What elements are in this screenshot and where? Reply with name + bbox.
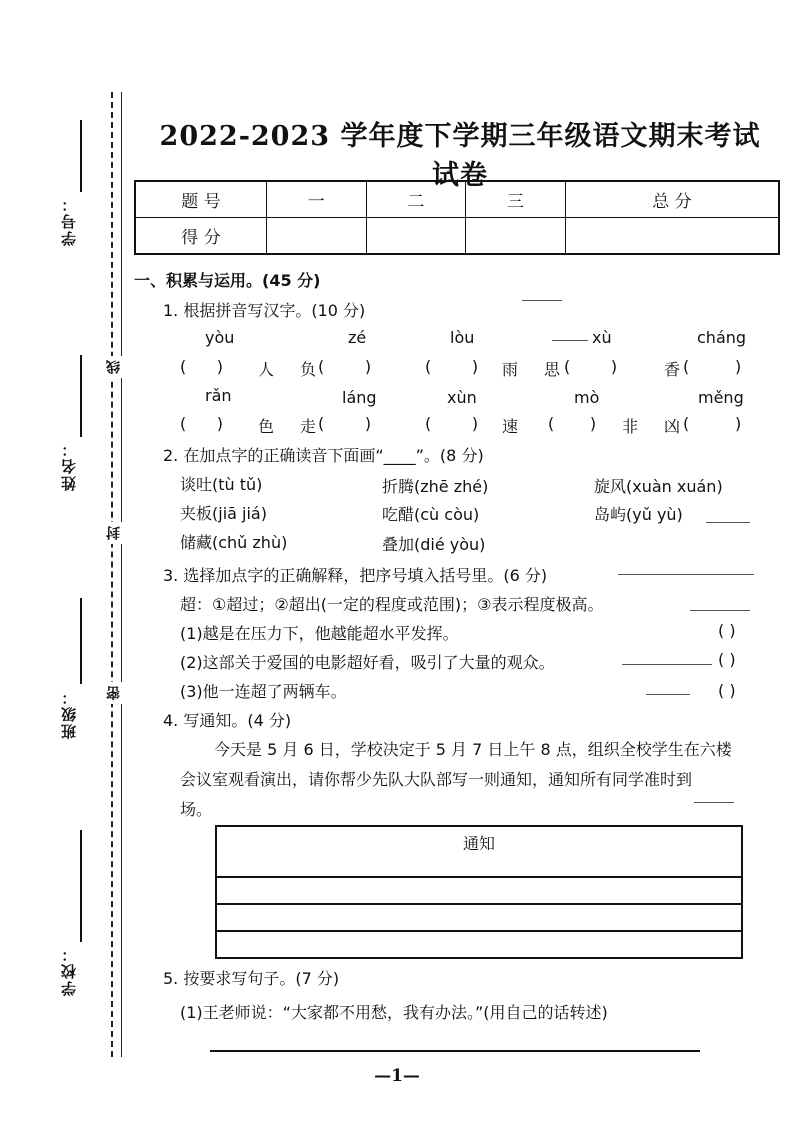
word-char: 人	[258, 360, 275, 379]
q3-item: (3)他一连超了两辆车。	[180, 682, 347, 701]
score-row-label: 得 分	[135, 218, 267, 255]
word-char: 负	[300, 360, 317, 379]
pinyin: lòu	[450, 328, 475, 347]
school-line[interactable]	[80, 830, 82, 942]
seal-char-feng: 封	[104, 522, 124, 544]
word-char: 思	[544, 360, 561, 379]
section1-heading: 一、积累与运用。(45 分)	[134, 271, 321, 290]
scan-mark	[690, 610, 750, 611]
score-header-cell: 总 分	[565, 181, 779, 218]
scan-mark	[552, 340, 588, 341]
q2-option[interactable]: 吃醋(cù còu)	[382, 505, 480, 524]
scan-mark	[646, 694, 690, 695]
q2-option[interactable]: 旋风(xuàn xuán)	[594, 477, 723, 496]
binding-solid-line	[121, 92, 122, 1057]
q4-passage-line: 会议室观看演出，请你帮少先队大队部写一则通知，通知所有同学准时到	[180, 770, 693, 789]
q4-passage-line: 今天是 5 月 6 日，学校决定于 5 月 7 日上午 8 点，组织全校学生在六楼	[214, 740, 732, 759]
name-label: 姓名：	[60, 440, 78, 491]
class-line[interactable]	[80, 598, 82, 684]
answer-paren[interactable]: ( )	[718, 621, 736, 640]
q4-prompt: 4. 写通知。(4 分)	[163, 711, 292, 730]
q2-option[interactable]: 叠加(dié yòu)	[382, 535, 486, 554]
score-cell[interactable]	[466, 218, 566, 255]
word-char: 非	[622, 417, 639, 436]
pinyin: rǎn	[205, 386, 232, 405]
score-header-cell: 二	[366, 181, 466, 218]
answer-paren[interactable]: ( )	[718, 650, 736, 669]
page-number: —1—	[374, 1066, 420, 1086]
q3-prompt: 3. 选择加点字的正确解释，把序号填入括号里。(6 分)	[163, 566, 548, 585]
q3-item: (2)这部关于爱国的电影超好看，吸引了大量的观众。	[180, 653, 555, 672]
pinyin: yòu	[205, 328, 235, 347]
blank-paren[interactable]: ( )	[683, 414, 742, 433]
blank-paren[interactable]: ( )	[548, 414, 597, 433]
scan-mark	[706, 522, 750, 523]
name-line[interactable]	[80, 355, 82, 437]
word-char: 雨	[502, 360, 519, 379]
class-label: 班级：	[60, 688, 78, 739]
pinyin: xù	[592, 328, 612, 347]
writing-line	[217, 930, 741, 932]
score-cell[interactable]	[366, 218, 466, 255]
blank-paren[interactable]: ( )	[180, 414, 223, 433]
student-number-label: 学号：	[60, 195, 78, 246]
pinyin: měng	[698, 388, 744, 407]
score-cell[interactable]	[267, 218, 367, 255]
q5-item: (1)王老师说：“大家都不用愁，我有办法。”(用自己的话转述)	[180, 1003, 608, 1022]
q2-option[interactable]: 岛屿(yǔ yù)	[594, 505, 683, 524]
notice-writing-box[interactable]	[215, 825, 743, 959]
score-table-header-row	[135, 181, 779, 218]
blank-paren[interactable]: ( )	[683, 357, 742, 376]
scan-mark	[694, 802, 734, 803]
q2-option[interactable]: 谈吐(tù tǔ)	[180, 475, 263, 494]
seal-char-mi: 密	[104, 682, 124, 704]
writing-line	[217, 876, 741, 878]
q3-definition: 超：①超过；②超出(一定的程度或范围)；③表示程度极高。	[180, 595, 604, 614]
footer-rule	[210, 1050, 700, 1052]
pinyin: zé	[348, 328, 367, 347]
blank-paren[interactable]: ( )	[564, 357, 618, 376]
blank-paren[interactable]: ( )	[425, 357, 479, 376]
pinyin: cháng	[697, 328, 747, 347]
word-char: 色	[258, 417, 275, 436]
q2-option[interactable]: 储藏(chǔ zhù)	[180, 533, 288, 552]
pinyin: mò	[574, 388, 600, 407]
blank-paren[interactable]: ( )	[180, 357, 223, 376]
blank-paren[interactable]: ( )	[318, 357, 372, 376]
word-char: 速	[502, 417, 519, 436]
score-header-cell: 三	[466, 181, 566, 218]
blank-paren[interactable]: ( )	[425, 414, 479, 433]
word-char: 香	[664, 360, 681, 379]
score-cell[interactable]	[565, 218, 779, 255]
pinyin: xùn	[447, 388, 477, 407]
blank-paren[interactable]: ( )	[318, 414, 372, 433]
exam-title: 2022-2023 学年度下学期三年级语文期末考试试卷	[159, 121, 761, 191]
writing-line	[217, 903, 741, 905]
student-number-line[interactable]	[80, 120, 82, 192]
q2-option[interactable]: 折腾(zhē zhé)	[382, 477, 489, 496]
q4-passage-line: 场。	[180, 800, 213, 819]
scan-mark	[622, 664, 712, 665]
q1-prompt: 1. 根据拼音写汉字。(10 分)	[163, 301, 366, 320]
binding-dashed-line	[111, 92, 113, 1057]
school-label: 学校：	[60, 945, 78, 996]
scan-mark	[618, 574, 754, 575]
pinyin: láng	[342, 388, 377, 407]
score-header-cell: 一	[267, 181, 367, 218]
score-table	[134, 180, 780, 255]
q3-item: (1)越是在压力下，他越能超水平发挥。	[180, 624, 459, 643]
notice-title: 通知	[462, 834, 495, 853]
q2-prompt: 2. 在加点字的正确读音下面画“____”。(8 分)	[163, 446, 484, 465]
score-table-score-row	[135, 218, 779, 255]
answer-paren[interactable]: ( )	[718, 681, 736, 700]
scan-mark	[522, 300, 562, 301]
seal-char-xian: 线	[104, 356, 124, 378]
word-char: 凶	[664, 417, 681, 436]
word-char: 走	[300, 417, 317, 436]
q2-option[interactable]: 夹板(jiā jiá)	[180, 504, 267, 523]
score-header-cell: 题 号	[135, 181, 267, 218]
q5-prompt: 5. 按要求写句子。(7 分)	[163, 969, 340, 988]
